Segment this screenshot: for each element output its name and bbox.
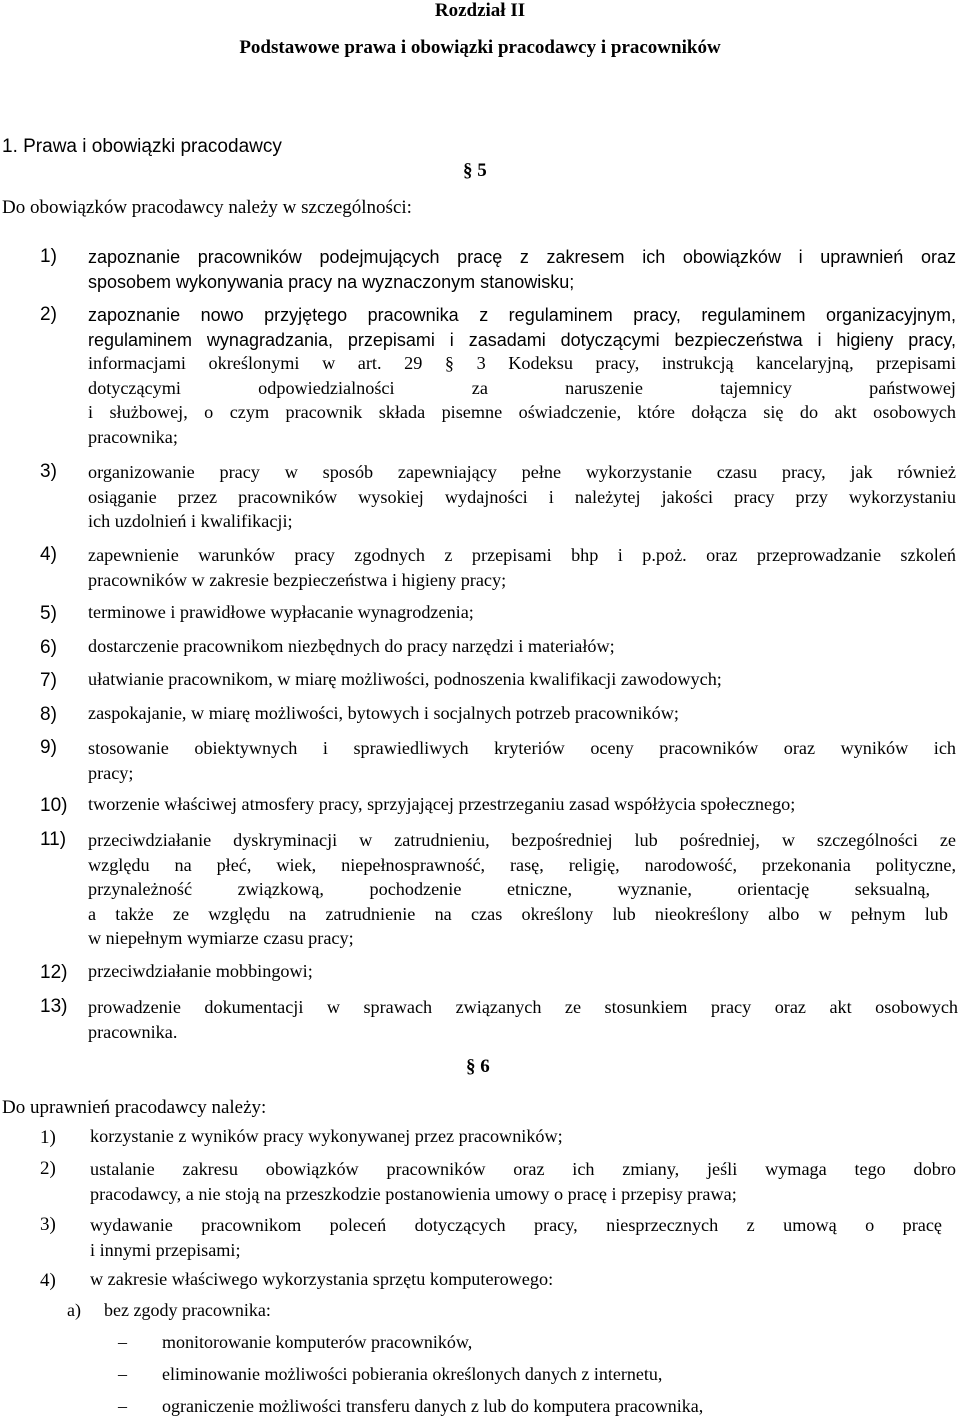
list-item: [90, 1126, 958, 1147]
item-line: a także ze względu na zatrudnienie na czas określony lub nieokreślony albo w pełnym lub: [88, 903, 948, 924]
item-number: 5): [40, 603, 57, 624]
paragraph-mark-5: § 5: [463, 160, 487, 181]
dash-bullet: –: [118, 1396, 127, 1416]
list-item: [88, 828, 956, 951]
item-line: przeciwdziałanie mobbingowi;: [88, 961, 313, 981]
section-intro: Do uprawnień pracodawcy należy:: [2, 1097, 267, 1118]
list-item-continued: [88, 351, 956, 450]
item-number: 13): [40, 996, 68, 1017]
item-line: zapoznanie nowo przyjętego pracownika z regulaminem pracy, regulaminem organizacyjnym,: [88, 305, 956, 325]
item-line: dotyczącymi odpowiedzialności za naruszenie tajemnicy państwowej: [88, 377, 956, 398]
item-line: regulaminem wynagradzania, przepisami i zasadami dotyczącymi bezpieczeństwa i higieny pracy,: [88, 329, 956, 350]
list-item: [90, 1269, 958, 1290]
item-line: zapoznanie pracowników podejmujących pracę z zakresem ich obowiązków i uprawnień oraz: [88, 247, 956, 267]
sub-item-text: bez zgody pracownika:: [103, 1300, 271, 1320]
list-item: [88, 703, 956, 724]
list-item: [90, 1157, 956, 1206]
list-item: [88, 245, 956, 294]
item-line: terminowe i prawidłowe wypłacanie wynagrodzenia;: [88, 602, 474, 622]
item-line: pracowników w zakresie bezpieczeństwa i higieny pracy;: [88, 569, 507, 590]
item-line: pracownika.: [88, 1021, 178, 1042]
item-line: pracodawcy, a nie stoją na przeszkodzie postanowienia umowy o pracę i przepisy prawa;: [90, 1183, 737, 1204]
list-item: [88, 736, 956, 785]
item-number: 1): [40, 246, 57, 267]
item-line: informacjami określonymi w art. 29 § 3 Kodeksu pracy, instrukcją kancelaryjną, przepisami: [88, 353, 956, 373]
item-number: 4): [40, 1270, 56, 1291]
item-number: 8): [40, 704, 57, 725]
dash-item-text: monitorowanie komputerów pracowników,: [162, 1332, 473, 1352]
item-line: sposobem wykonywania pracy na wyznaczonym stanowisku;: [88, 271, 575, 292]
dash-list-item: [118, 1364, 662, 1385]
dash-bullet: –: [118, 1332, 127, 1352]
item-line: organizowanie pracy w sposób zapewniający pełne wykorzystanie czasu pracy, jak również: [88, 462, 956, 482]
list-item: [88, 961, 956, 982]
sub-item-a: [67, 1300, 271, 1321]
item-line: przynależność związkową, pochodzenie etniczne, wyznanie, orientację seksualną,: [88, 879, 930, 899]
item-line: w zakresie właściwego wykorzystania sprzętu komputerowego:: [90, 1269, 554, 1289]
item-line: pracownika;: [88, 427, 178, 448]
chapter-title: Rozdział II: [434, 0, 526, 21]
item-number: 2): [40, 1158, 56, 1179]
item-number: 12): [40, 962, 68, 983]
item-line: pracy;: [88, 762, 134, 783]
item-line: stosowanie obiektywnych i sprawiedliwych kryteriów oceny pracowników oraz wyników ich: [88, 738, 956, 758]
item-number: 6): [40, 637, 57, 658]
item-line: zapewnienie warunków pracy zgodnych z przepisami bhp i p.poż. oraz przeprowadzanie szkoleń: [88, 545, 956, 565]
item-line: korzystanie z wyników pracy wykonywanej przez pracowników;: [90, 1126, 563, 1146]
dash-item-text: ograniczenie możliwości transferu danych z lub do komputera pracownika,: [162, 1396, 704, 1416]
item-line: ułatwianie pracownikom, w miarę możliwości, podnoszenia kwalifikacji zawodowych;: [88, 669, 722, 689]
item-line: w niepełnym wymiarze czasu pracy;: [88, 928, 354, 948]
item-number: 2): [40, 304, 57, 325]
list-item: [88, 995, 956, 1044]
item-line: osiąganie przez pracowników wysokiej wydajności i należytej jakości pracy przy wykorzystaniu: [88, 486, 956, 507]
item-line: prowadzenie dokumentacji w sprawach związanych ze stosunkiem pracy oraz akt osobowych: [88, 997, 958, 1017]
item-number: 11): [40, 829, 67, 850]
paragraph-mark-6: § 6: [466, 1056, 490, 1077]
document-title: Podstawowe prawa i obowiązki pracodawcy i pracowników: [239, 37, 721, 58]
dash-list-item: [118, 1332, 472, 1353]
section-heading: 1. Prawa i obowiązki pracodawcy: [2, 136, 282, 157]
item-number: 7): [40, 670, 57, 691]
item-line: i służbowej, o czym pracownik składa pisemne oświadczenie, które dołącza się do akt osobowych: [88, 402, 956, 423]
item-number: 9): [40, 737, 57, 758]
item-line: ich uzdolnień i kwalifikacji;: [88, 511, 293, 532]
item-number: 1): [40, 1127, 56, 1148]
item-number: 10): [40, 795, 68, 816]
list-item: [88, 602, 956, 623]
dash-list-item: [118, 1396, 703, 1417]
list-item: [88, 669, 956, 690]
list-item: [88, 543, 956, 592]
list-item: [88, 794, 956, 815]
item-number: 3): [40, 461, 57, 482]
list-item: [90, 1213, 942, 1262]
item-line: zaspokajanie, w miarę możliwości, bytowych i socjalnych potrzeb pracowników;: [88, 703, 679, 723]
item-line: ustalanie zakresu obowiązków pracowników oraz ich zmiany, jeśli wymaga tego dobro: [90, 1159, 956, 1179]
section-intro: Do obowiązków pracodawcy należy w szczególności:: [2, 197, 412, 218]
list-item: [88, 636, 956, 657]
item-line: przeciwdziałanie dyskryminacji w zatrudnieniu, bezpośredniej lub pośredniej, w szczególności ze: [88, 830, 956, 850]
item-number: 3): [40, 1214, 56, 1235]
dash-item-text: eliminowanie możliwości pobierania określonych danych z internetu,: [162, 1364, 663, 1384]
item-line: dostarczenie pracownikom niezbędnych do pracy narzędzi i materiałów;: [88, 636, 615, 656]
list-item: [88, 460, 956, 534]
dash-bullet: –: [118, 1364, 127, 1384]
item-line: wydawanie pracownikom poleceń dotyczących pracy, niesprzecznych z umową o pracę: [90, 1215, 942, 1235]
item-number: 4): [40, 544, 57, 565]
list-item: [88, 303, 956, 352]
sub-item-label: a): [67, 1300, 81, 1320]
item-line: względu na płeć, wiek, niepełnosprawność, rasę, religię, narodowość, przekonania polityczne,: [88, 854, 956, 875]
item-line: i innymi przepisami;: [90, 1239, 241, 1260]
item-line: tworzenie właściwej atmosfery pracy, sprzyjającej przestrzeganiu zasad współżycia społecznego;: [88, 794, 796, 814]
